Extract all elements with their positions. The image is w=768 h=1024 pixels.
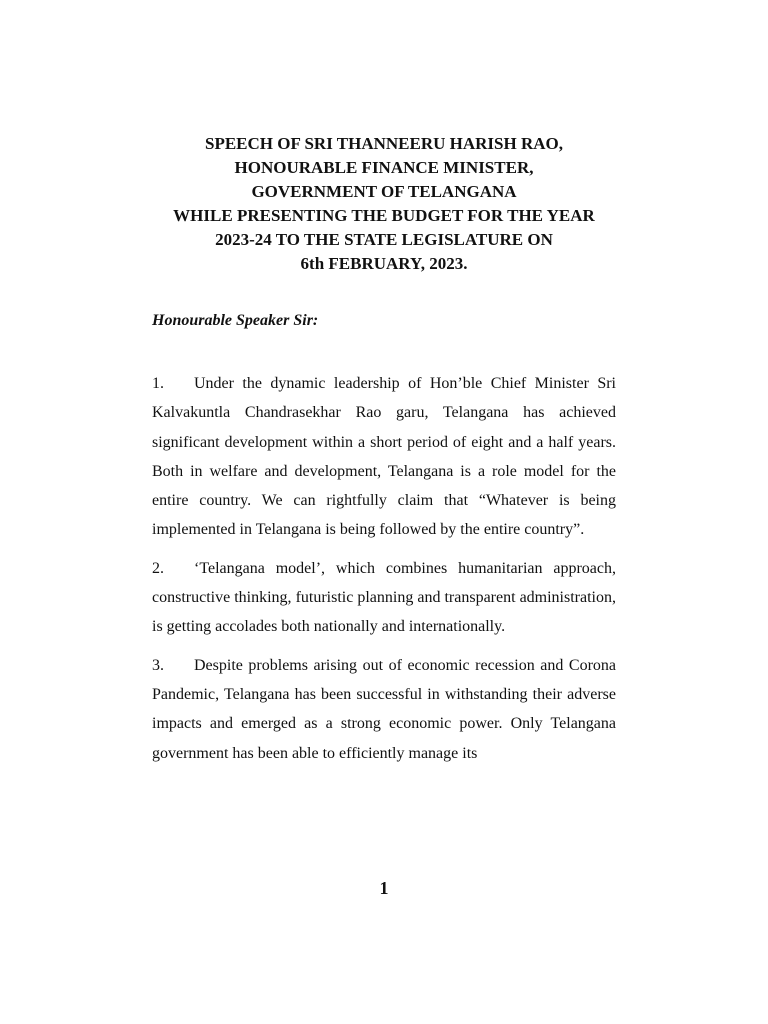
paragraph (152, 651, 616, 768)
speech-body (152, 369, 616, 777)
speech-title (100, 132, 668, 276)
salutation: Honourable Speaker Sir: (152, 312, 319, 329)
paragraph-number: 2. (152, 559, 164, 577)
paragraph-number: 3. (152, 656, 164, 674)
paragraph-text: ‘Telangana model’, which combines humanitarian approach, constructive thinking, futuristic planning and transparent administration, is getting accolades both nationally and internationally. (152, 559, 616, 636)
paragraph-text: Under the dynamic leadership of Hon’ble Chief Minister Sri Kalvakuntla Chandrasekhar Rao garu, Telangana has achieved significant development within a short period of eight and a half years. Both in welfare and development, Telangana is a role model for the entire country. We can rightfully claim that “Whatever is being implemented in Telangana is being followed by the entire country”. (152, 375, 616, 539)
page-number: 1 (379, 878, 389, 898)
paragraph (152, 369, 616, 545)
title-line: 2023-24 TO THE STATE LEGISLATURE ON (215, 230, 553, 249)
paragraph-text: Despite problems arising out of economic recession and Corona Pandemic, Telangana has been successful in withstanding their adverse impacts and emerged as a strong economic power. Only Telangana government has been able to efficiently manage its (152, 656, 616, 762)
title-line: HONOURABLE FINANCE MINISTER, (234, 158, 534, 177)
title-line: 6th FEBRUARY, 2023. (300, 254, 468, 273)
title-line: WHILE PRESENTING THE BUDGET FOR THE YEAR (173, 206, 595, 225)
paragraph (152, 554, 616, 642)
paragraph-number: 1. (152, 375, 164, 392)
title-line: GOVERNMENT OF TELANGANA (251, 182, 517, 201)
title-line: SPEECH OF SRI THANNEERU HARISH RAO, (204, 134, 563, 153)
